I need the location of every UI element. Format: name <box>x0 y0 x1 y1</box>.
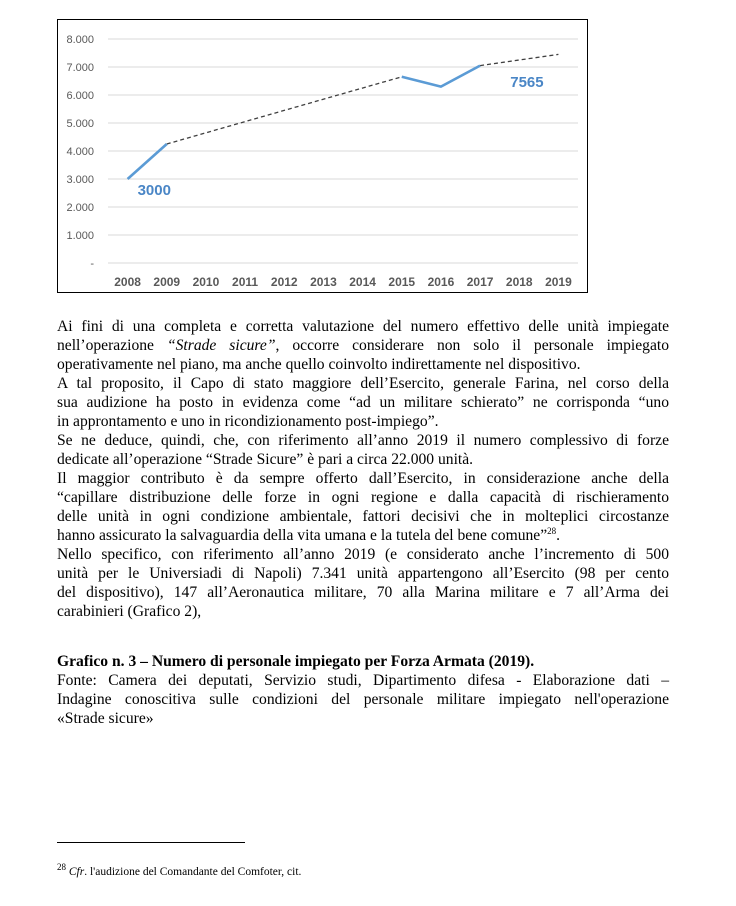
data-label-2008: 3000 <box>137 182 171 199</box>
paragraph-1-line-3: operativamente nel piano, ma anche quello coinvolto indirettamente nel dispositivo. <box>57 356 581 373</box>
caption-source-line-1: Fonte: Camera dei deputati, Servizio studi, Dipartimento difesa - Elaborazione dati – <box>57 672 669 689</box>
x-tick-label: 2015 <box>388 275 416 289</box>
data-label-2019: 7565 <box>510 74 544 91</box>
x-tick-label: 2019 <box>545 275 572 289</box>
trend-dashed-line <box>480 54 558 65</box>
paragraph-1-line-1: Ai fini di una completa e corretta valutazione del numero effettivo delle unità impiegate <box>57 318 669 335</box>
chart-caption <box>57 652 669 728</box>
y-tick-label: 8.000 <box>66 34 94 46</box>
data-line-segment <box>128 144 167 179</box>
paragraph-1 <box>57 317 669 374</box>
x-tick-label: 2008 <box>114 275 141 289</box>
footnote-number: 28 <box>57 862 66 873</box>
paragraph-4-line-4-end: . <box>556 527 561 544</box>
paragraph-4-line-4-text: hanno assicurato la salvaguardia della vita umana e la tutela del bene comune” <box>57 527 548 544</box>
paragraph-2-line-3: in approntamento e uno in ricondizionamento post-impiego”. <box>57 413 439 430</box>
y-tick-label: 4.000 <box>66 146 94 158</box>
paragraph-2 <box>57 374 669 431</box>
caption-title: Grafico n. 3 – Numero di personale impiegato per Forza Armata (2019). <box>57 653 535 670</box>
y-tick-label: - <box>90 258 94 270</box>
paragraph-3-line-2: dedicate all’operazione “Strade Sicure” è pari a circa 22.000 unità. <box>57 451 474 468</box>
caption-source-line-3: «Strade sicure» <box>57 710 154 727</box>
paragraph-1-line-2 <box>57 336 669 355</box>
y-tick-label: 6.000 <box>66 90 94 102</box>
footnote <box>57 862 302 878</box>
footnote-cfr: Cfr <box>68 866 85 878</box>
footnote-separator <box>57 842 245 843</box>
paragraph-4-line-1: Il maggior contributo è da sempre offerto dall’Esercito, in considerazione anche della <box>57 470 669 487</box>
x-tick-label: 2009 <box>153 275 181 289</box>
y-tick-label: 1.000 <box>66 230 94 242</box>
paragraph-5-line-1: Nello specifico, con riferimento all’anno 2019 (e considerato anche l’incremento di 500 <box>57 546 669 563</box>
x-tick-label: 2016 <box>427 275 455 289</box>
y-tick-label: 3.000 <box>66 174 94 186</box>
x-tick-label: 2014 <box>349 275 376 289</box>
x-tick-label: 2017 <box>466 275 494 289</box>
x-tick-label: 2012 <box>270 275 298 289</box>
y-tick-label: 7.000 <box>66 62 94 74</box>
paragraph-4-line-4 <box>57 526 669 545</box>
data-line-segment <box>402 66 480 87</box>
x-tick-label: 2011 <box>232 275 259 289</box>
x-tick-label: 2013 <box>310 275 337 289</box>
paragraph-2-line-2: sua audizione ha posto in evidenza come “ad un militare schierato” ne corrisponda “uno <box>57 394 669 411</box>
paragraph-5-line-3: del dispositivo), 147 all’Aeronautica militare, 70 alla Marina militare e 7 all’Arma dei <box>57 584 669 601</box>
paragraph-1-line-2-end: , occorre considerare non solo il personale impiegato <box>275 337 669 354</box>
y-tick-label: 2.000 <box>66 202 94 214</box>
footnote-reference: 28 <box>547 525 557 536</box>
y-tick-label: 5.000 <box>66 118 94 130</box>
paragraph-3 <box>57 431 669 469</box>
trend-dashed-line <box>167 77 402 144</box>
operation-name-emphasis: “Strade sicure” <box>166 337 276 354</box>
paragraph-2-line-1: A tal proposito, il Capo di stato maggiore dell’Esercito, generale Farina, nel corso della <box>57 375 669 392</box>
paragraph-4-line-2: “capillare distribuzione delle forze in ogni regione e dalla capacità di rischieramento <box>57 489 669 506</box>
paragraph-4 <box>57 469 669 545</box>
paragraph-4-line-3: delle unità in ogni condizione ambientale, fattori decisivi che in molteplici circostanze <box>57 508 669 525</box>
paragraph-5-line-2: unità per le Universiadi di Napoli) 7.341 unità appartengono all’Esercito (98 per cento <box>57 565 669 582</box>
footnote-text: . l'audizione del Comandante del Comfoter, cit. <box>84 866 302 878</box>
paragraph-3-line-1: Se ne deduce, quindi, che, con riferimento all’anno 2019 il numero complessivo di forze <box>57 432 669 449</box>
line-chart <box>57 19 588 293</box>
paragraph-5 <box>57 545 669 621</box>
x-tick-label: 2018 <box>505 275 533 289</box>
caption-source-line-2: Indagine conoscitiva sulle condizioni del personale militare impiegato nell'operazione <box>57 691 669 708</box>
paragraph-5-line-4: carabinieri (Grafico 2), <box>57 603 202 620</box>
x-tick-label: 2010 <box>192 275 220 289</box>
paragraph-1-line-2-start: nell’operazione <box>57 337 167 354</box>
chart-svg <box>58 20 589 294</box>
